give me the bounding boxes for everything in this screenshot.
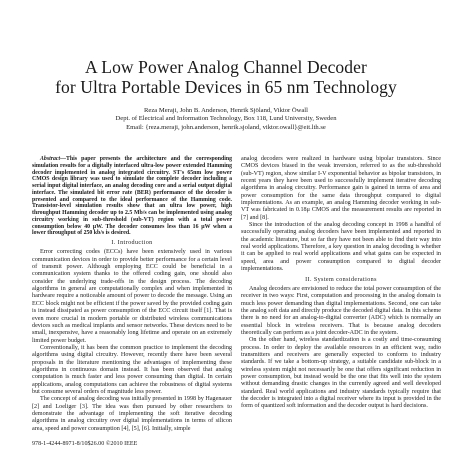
abstract-label: Abstract (40, 156, 61, 162)
author-block (0, 107, 452, 132)
paragraph: analog decoders were realized in hardware using bipolar transistors. Since CMOS devices biased in the weak inversion, referred to as the sub-threshold (sub-VT) region, show similar I-V exponential behavior as bipolar transistors, in recent years they have been used to successfully implement iterative decoding algorithms in analog circuitry. Performance gain is gained in terms of area and power consumption for the same data throughput compared to digital implementations. As an example, an analog Hamming decoder working in sub-VT was fabricated in 0.18μ CMOS and the measurement results are reported in [7] and [8]. (241, 156, 441, 221)
section-heading-introduction: I. Introduction (111, 240, 153, 246)
affiliation: Dept. of Electrical and Information Technology, Box 118, Lund University, Sweden (115, 115, 337, 123)
paragraph: Error correcting codes (ECCs) have been extensively used in various communication devices in order to provide better performance for a certain level of transmit power. Although employing ECC could be beneficial in a communication system thanks to the offered coding gain, one should also consider the underlying trade-offs in the design process. The decoding algorithms in general are computationally complex and when implemented in hardware require a noticeable amount of power to decode the message. Using an ECC block might not be efficient if the power saved by the provided coding gain is instead dissipated as power consumption of the ECC circuit itself [1]. That is even more crucial in modern portable or distributed wireless communications devices such as medical implants and sensor networks. These devices need to be small, inexpensive, have a reasonably long lifetime and operate on an extremely limited power budget. (32, 249, 232, 344)
author-names: Reza Meraji, John B. Anderson, Henrik Sjöland, Viktor Öwall (144, 107, 308, 114)
copyright-footer: 978-1-4244-8971-8/10$26.00 ©2010 IEEE (32, 441, 138, 447)
abstract (32, 156, 232, 237)
paragraph: The concept of analog decoding was initially presented in 1998 by Hagenauer [2] and Loeliger [3]. The idea was then pursued by other researchers to demonstrate the advantage of implementing the soft iterative decoding algorithms in analog circuitry over digital implementations in terms of silicon area, speed and power consumption [4], [5], [6]. Initially, simple (32, 396, 232, 432)
right-column (241, 156, 441, 411)
paper-title-line-1: A Low Power Analog Channel Decoder (85, 57, 367, 77)
email-line: Email: {reza.meraji, john.anderson, henrik.sjoland, viktor.owall}@eit.lth.se (126, 123, 326, 131)
paper-title-line-2: for Ultra Portable Devices in 65 nm Technology (55, 77, 397, 97)
left-column (32, 156, 232, 433)
paragraph: Conventionally, it has been the common practice to implement the decoding algorithms using digital circuitry. However, recently there have been several proposals in the literature mentioning the advantages of implementing these algorithms in continuous domain instead. It has been observed that analog computation is much faster and less power consuming than digital. In certain applications, analog computations can achieve the robustness of digital systems but consume several orders of magnitude less power. (32, 344, 232, 395)
abstract-text: —This paper presents the architecture and the corresponding simulation results for a digitally interfaced ultra-low power extended Hamming decoder implemented in analog integrated circuitry. ST's 65nm low power CMOS design library was used to simulate the complete decoder including a serial input digital interface, an analog decoding core and a serial output digital interface. The simulated bit error rate (BER) performance of the decoder is presented and compared to the ideal performance of the Hamming code. Transistor-level simulation results show that an ultra low power, high throughput Hamming decoder up to 2.5 Mb/s can be implemented using analog circuitry working in sub-threshold (sub-VT) region with a total power consumption below 40 μW. The decoder consumes less than 16 μW when a lower throughput of 250 kb/s is desired. (32, 156, 232, 237)
section-heading-system-considerations: II. System considerations (305, 276, 377, 283)
paragraph: On the other hand, wireless standardization is a costly and time-consuming process. In order to deploy the available resources in an efficient way, radio transmitters and receivers are generally expected to conform to industry standards. If we take a bottom-up strategy, a suitable candidate sub-block in a wireless system might not necessarily be one that offers significant reduction in power consumption, but instead would be the one that fits well into the system without demanding drastic changes in the currently agreed and well developed standard. Real world applications and industry standards typically require that the decoder is integrated into a digital receiver where its input is provided in the form of quantized soft information and the decoder output is hard decisions. (241, 337, 441, 410)
paragraph: Analog decoders are envisioned to reduce the total power consumption of the receiver in two ways: First, computation and processing in the analog domain is much less power demanding than digital implementations. Second, one can take the analog soft data and directly produce the decoded digital data. In this scheme there is no need for an analog-to-digital converter (ADC) which is normally an essential block in wireless receivers. That is because analog decoders theoretically can perform as a joint decoder-ADC in the system. (241, 285, 441, 336)
paragraph: Since the introduction of the analog decoding concept in 1998 a handful of successfully operating analog decoders have been implemented and reported in the academic literature, but so far they have not been able to find their way into real world applications. Therefore, a key question in analog decoding is whether it can be applied to real world applications and what gains can be expected in speed, area and power consumption compared to digital decoder implementations. (241, 222, 441, 273)
